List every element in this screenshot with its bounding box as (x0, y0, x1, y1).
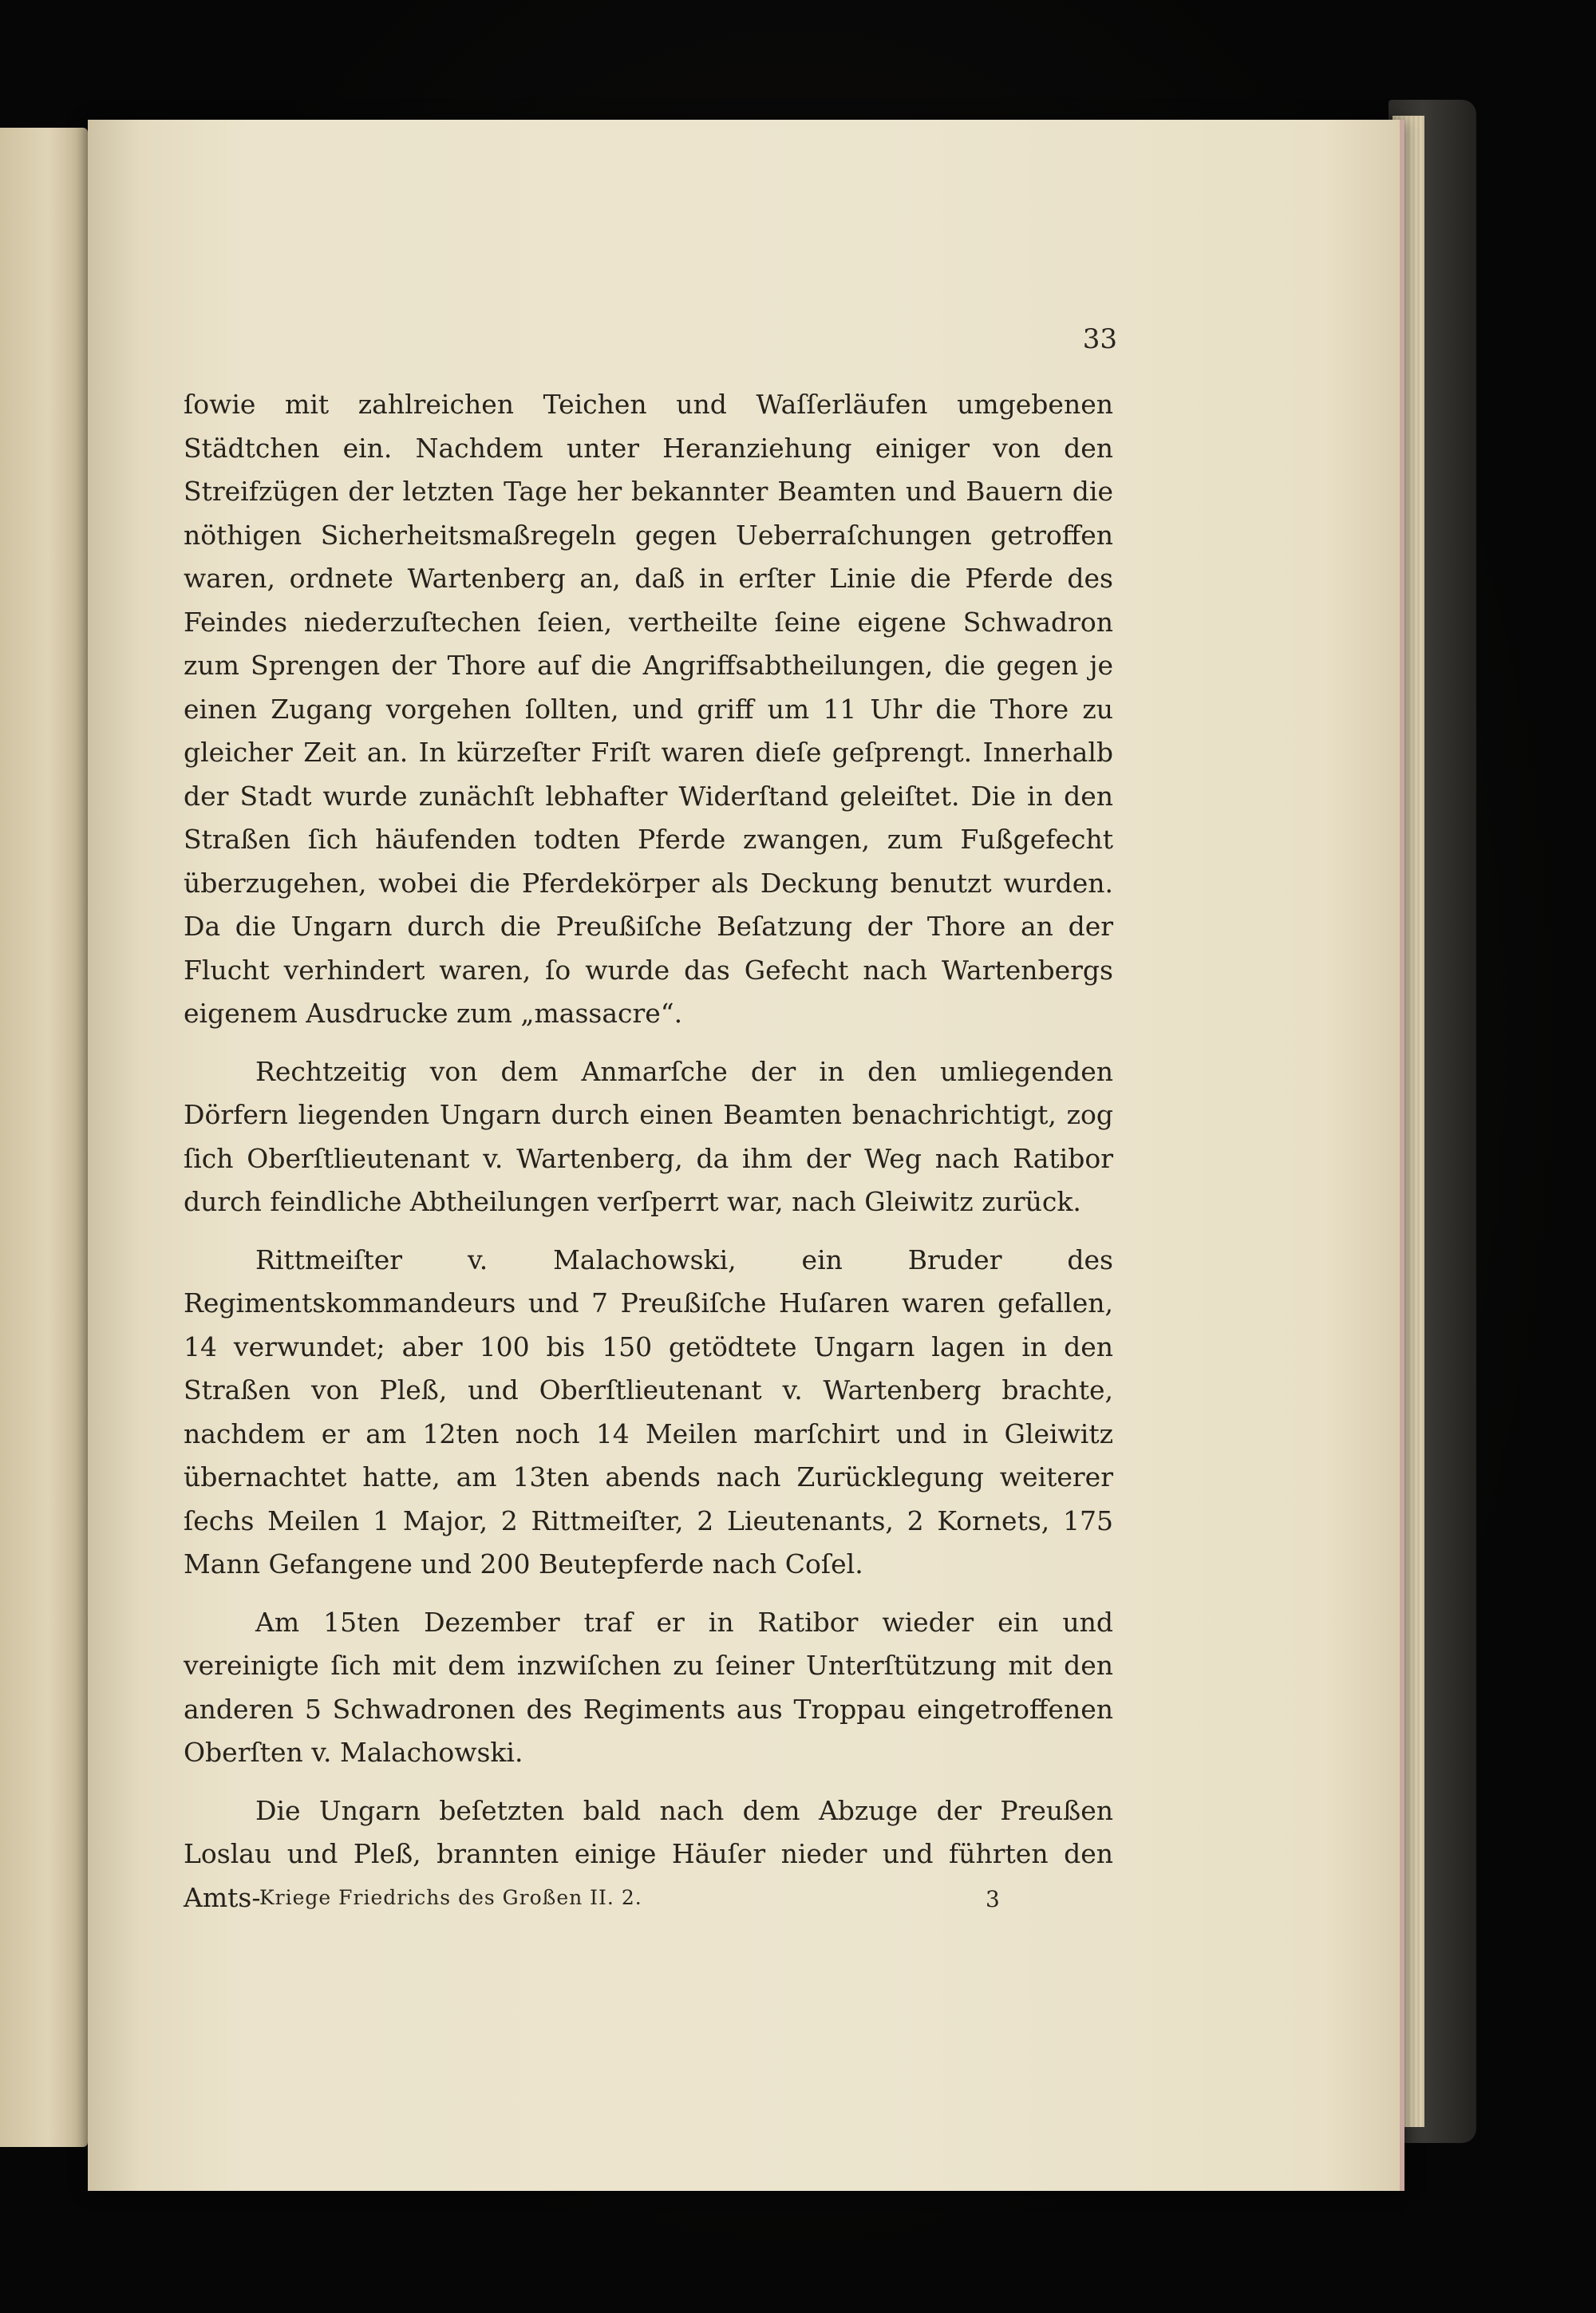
page-red-edge (1400, 120, 1404, 2191)
body-text (184, 383, 1113, 1934)
paragraph-4: Am 15ten Dezember traf er in Ratibor wieder ein und vereinigte ſich mit dem inzwiſchen zu ſeiner Unterſtützung mit den anderen 5 Schwadronen des Regiments aus Troppau eingetroffenen Oberſten v. Malachowski. (184, 1606, 1113, 1768)
page-number: 33 (1082, 323, 1117, 355)
facing-page-edge (0, 128, 88, 2147)
footer-signature: 3 (986, 1886, 1000, 1912)
footer-title: Kriege Friedrichs des Großen II. 2. (259, 1886, 642, 1909)
paragraph-1: ſowie mit zahlreichen Teichen und Waſſerläufen umgebenen Städtchen ein. Nachdem unter Heranziehung einiger von den Streifzügen der letzten Tage her bekannter Beamten und Bauern die nöthigen Sicherheitsmaßregeln gegen Ueberraſchungen getroffen waren, ordnete Wartenberg an, daß in erſter Linie die Pferde des Feindes niederzuſtechen ſeien, vertheilte ſeine eigene Schwadron zum Sprengen der Thore auf die Angriffsabtheilungen, die gegen je einen Zugang vorgehen ſollten, und griff um 11 Uhr die Thore zu gleicher Zeit an. In kürzeſter Friſt waren dieſe geſprengt. Innerhalb der Stadt wurde zunächſt lebhafter Widerſtand geleiſtet. Die in den Straßen ſich häufenden todten Pferde zwangen, zum Fußgefecht überzugehen, wobei die Pferdekörper als Deckung benutzt wurden. Da die Ungarn durch die Preußiſche Beſatzung der Thore an der Flucht verhindert waren, ſo wurde das Gefecht nach Wartenbergs eigenem Ausdrucke zum „massacre“. (184, 389, 1113, 1029)
paragraph-5: Die Ungarn beſetzten bald nach dem Abzuge der Preußen Loslau und Pleß, brannten einige Häuſer nieder und führten den Amts- (184, 1794, 1113, 1913)
paragraph-2: Rechtzeitig von dem Anmarſche der in den umliegenden Dörfern liegenden Ungarn durch einen Beamten benachrichtigt, zog ſich Oberſtlieutenant v. Wartenberg, da ihm der Weg nach Ratibor durch feindliche Abtheilungen verſperrt war, nach Gleiwitz zurück. (184, 1055, 1113, 1217)
paragraph-3: Rittmeiſter v. Malachowski, ein Bruder des Regimentskommandeurs und 7 Preußiſche Huſaren waren gefallen, 14 verwundet; aber 100 bis 150 getödtete Ungarn lagen in den Straßen von Pleß, und Oberſtlieutenant v. Wartenberg brachte, nachdem er am 12ten noch 14 Meilen marſchirt und in Gleiwitz übernachtet hatte, am 13ten abends nach Zurücklegung weiterer ſechs Meilen 1 Major, 2 Rittmeiſter, 2 Lieutenants, 2 Kornets, 175 Mann Gefangene und 200 Beutepferde nach Coſel. (184, 1243, 1113, 1580)
